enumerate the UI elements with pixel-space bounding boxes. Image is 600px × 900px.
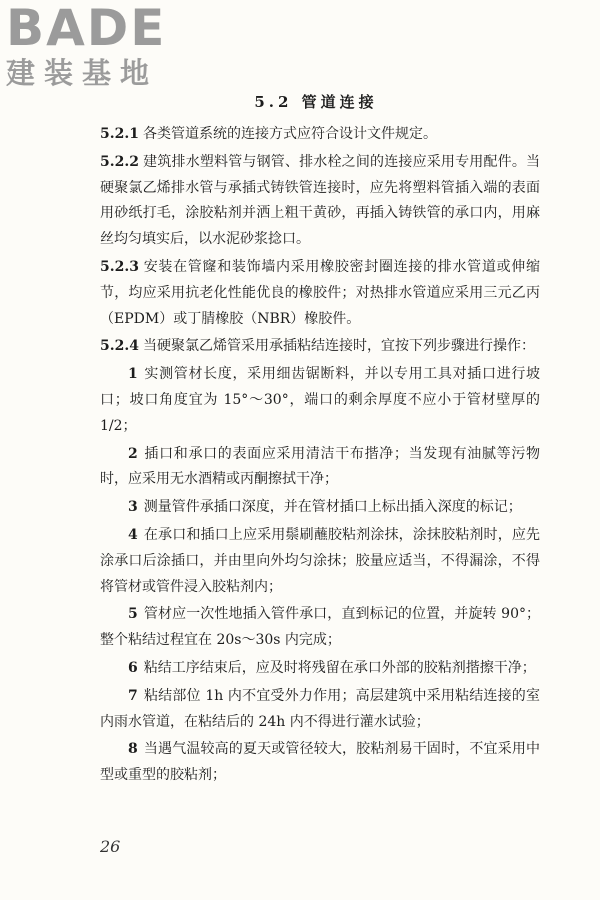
step-number: 3 bbox=[128, 499, 138, 516]
step-number: 7 bbox=[128, 687, 138, 704]
clause-text: 当硬聚氯乙烯管采用承插粘结连接时，宜按下列步骤进行操作： bbox=[142, 338, 535, 355]
step-4 bbox=[100, 523, 540, 600]
clause-text: 各类管道系统的连接方式应符合设计文件规定。 bbox=[142, 126, 437, 142]
step-text: 当遇气温较高的夏天或管径较大，胶粘剂易干固时，不宜采用中型或重型的胶粘剂； bbox=[100, 741, 540, 784]
clause-5-2-3 bbox=[100, 255, 540, 332]
step-5 bbox=[100, 602, 540, 654]
clause-5-2-2 bbox=[100, 150, 540, 253]
step-text: 测量管件承插口深度，并在管材插口上标出插入深度的标记； bbox=[143, 499, 522, 516]
step-7 bbox=[100, 684, 540, 736]
step-text: 插口和承口的表面应采用清洁干布揩净；当发现有油腻等污物时，应采用无水酒精或丙酮擦拭干净； bbox=[100, 445, 540, 488]
section-title: 5.2 管道连接 bbox=[254, 93, 378, 111]
step-text: 粘结部位 1h 内不宜受外力作用；高层建筑中采用粘结连接的室内雨水管道，在粘结后的 24h 内不得进行灌水试验； bbox=[100, 687, 540, 730]
clause-text: 建筑排水塑料管与钢管、排水栓之间的连接应采用专用配件。当硬聚氯乙烯排水管与承插式铸铁管连接时，应先将塑料管插入端的表面用砂纸打毛，涂胶粘剂并洒上粗干黄砂，再插入铸铁管的承口内，用麻丝均匀填实后，以水泥砂浆捻口。 bbox=[100, 153, 540, 248]
step-number: 2 bbox=[128, 445, 138, 462]
step-number: 8 bbox=[128, 741, 138, 758]
watermark-logo bbox=[6, 0, 167, 90]
page-number: 26 bbox=[100, 837, 121, 856]
document-body bbox=[100, 91, 540, 791]
clause-number: 5.2.1 bbox=[100, 126, 139, 142]
clause-5-2-4 bbox=[100, 334, 540, 360]
step-text: 管材应一次性地插入管件承口，直到标记的位置，并旋转 90°；整个粘结过程宜在 20s～30s 内完成； bbox=[100, 606, 540, 649]
step-2 bbox=[100, 442, 540, 494]
clause-number: 5.2.3 bbox=[100, 258, 139, 275]
step-text: 在承口和插口上应采用鬃刷蘸胶粘剂涂抹，涂抹胶粘剂时，应先涂承口后涂插口，并由里向外均匀涂抹；胶量应适当，不得漏涂，不得将管材或管件浸入胶粘剂内； bbox=[100, 526, 540, 595]
step-number: 1 bbox=[128, 366, 138, 383]
logo-text: BADE bbox=[6, 0, 167, 57]
logo-subtitle: 建装基地 bbox=[6, 56, 159, 90]
step-text: 粘结工序结束后，应及时将残留在承口外部的胶粘剂揩擦干净； bbox=[143, 659, 536, 676]
step-number: 5 bbox=[128, 606, 138, 623]
step-number: 4 bbox=[128, 526, 138, 543]
step-text: 实测管材长度，采用细齿锯断料，并以专用工具对插口进行坡口；坡口角度宜为 15°～30°，端口的剩余厚度不应小于管材壁厚的 1/2； bbox=[100, 366, 540, 434]
step-6 bbox=[100, 656, 540, 682]
clause-text: 安装在管窿和装饰墙内采用橡胶密封圈连接的排水管道或伸缩节，均应采用抗老化性能优良的橡胶件；对热排水管道应采用三元乙丙（EPDM）或丁腈橡胶（NBR）橡胶件。 bbox=[100, 258, 540, 327]
step-3 bbox=[100, 495, 540, 521]
step-8 bbox=[100, 737, 540, 789]
step-number: 6 bbox=[128, 659, 138, 676]
clause-5-2-1 bbox=[100, 122, 540, 148]
clause-number: 5.2.4 bbox=[100, 338, 139, 355]
clause-number: 5.2.2 bbox=[100, 153, 139, 170]
step-1 bbox=[100, 362, 540, 439]
